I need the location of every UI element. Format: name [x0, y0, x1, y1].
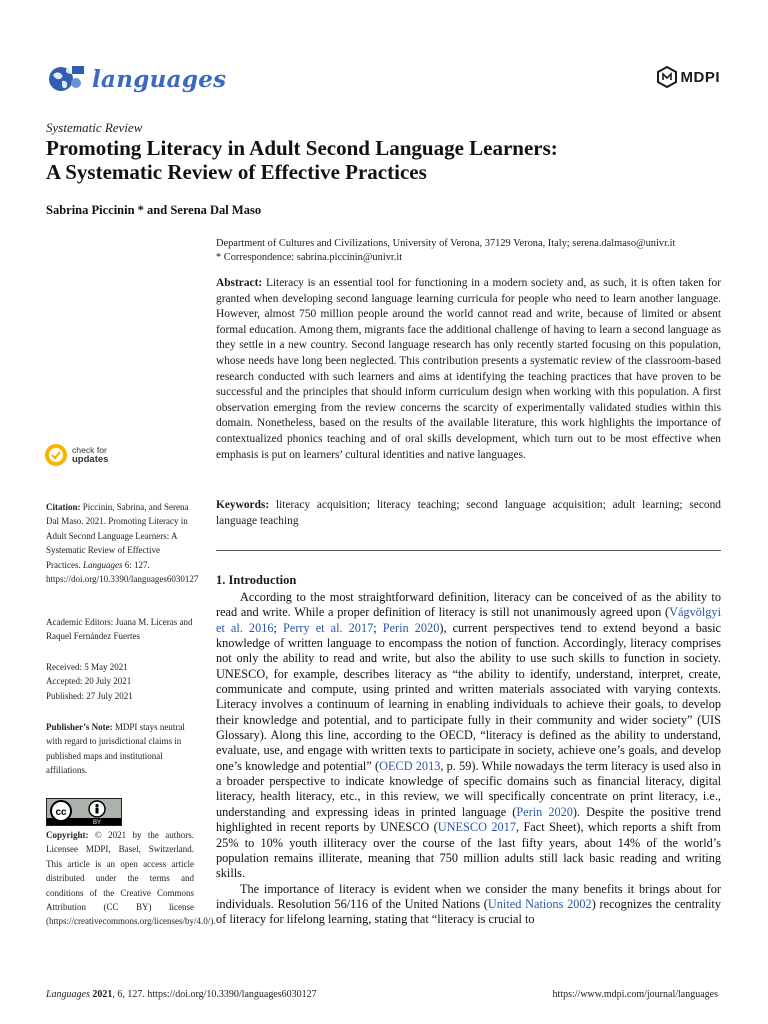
- citation-link[interactable]: United Nations 2002: [487, 896, 592, 911]
- citation-block: Citation: Piccinin, Sabrina, and Serena Dal Maso. 2021. Promoting Literacy in Adult Second Language Learners: A Systematic Review of Effective Practices. Languages 6: 127. https://doi.org/10.3390/languages6030127: [46, 502, 199, 585]
- publisher-note: Publisher’s Note: MDPI stays neutral with regard to jurisdictional claims in published maps and institutional affiliations.: [46, 722, 185, 776]
- keywords: [216, 498, 721, 529]
- citation-link[interactable]: Perin 2020: [516, 804, 573, 819]
- check-for-updates-icon: [44, 443, 68, 467]
- accepted-date: Accepted: 20 July 2021: [46, 676, 132, 687]
- cc-by-text: BY: [92, 820, 102, 825]
- updates-label: updates: [72, 454, 109, 465]
- keywords-label: Keywords:: [216, 499, 270, 511]
- academic-editors: Academic Editors: Juana M. Liceras and Raquel Fernández Fuertes: [46, 617, 193, 642]
- section-divider: [216, 550, 721, 551]
- footer-citation: Languages 2021, 6, 127. https://doi.org/10.3390/languages6030127: [46, 989, 317, 1000]
- article-type: Systematic Review: [46, 120, 143, 135]
- footer-journal-url[interactable]: https://www.mdpi.com/journal/languages: [552, 989, 718, 1000]
- introduction-body: [216, 590, 721, 928]
- mdpi-logo-icon: [656, 66, 678, 88]
- journal-name[interactable]: languages: [92, 65, 227, 93]
- published-date: Published: 27 July 2021: [46, 690, 133, 701]
- publisher-note-label: Publisher’s Note:: [46, 722, 113, 732]
- copyright-label: Copyright:: [46, 830, 89, 840]
- citation-label: Citation:: [46, 502, 81, 512]
- title-line-1: Promoting Literacy in Adult Second Language Learners:: [46, 136, 558, 160]
- publisher-logo[interactable]: [656, 66, 721, 88]
- check-for-updates[interactable]: [44, 443, 108, 467]
- keywords-text: literacy acquisition; literacy teaching; second language acquisition; adult learning; second language teaching: [216, 499, 721, 527]
- received-date: Received: 5 May 2021: [46, 662, 128, 672]
- citation-link[interactable]: Perin 2020: [382, 620, 440, 635]
- abstract-label: Abstract:: [216, 277, 263, 289]
- section-heading: 1. Introduction: [216, 573, 297, 587]
- citation-link[interactable]: OECD 2013: [379, 758, 441, 773]
- citation-link[interactable]: UNESCO 2017: [437, 820, 516, 835]
- footer-year: 2021: [92, 989, 113, 1000]
- paragraph: The importance of literacy is evident when we consider the many benefits it brings about for individuals. Resolution 56/116 of the United Nations (United Nations 2002) recognizes the centrality of literacy for lifelong learning, stating that “literacy is crucial to: [216, 881, 721, 927]
- title-line-2: A Systematic Review of Effective Practices: [46, 160, 427, 184]
- correspondence: * Correspondence: sabrina.piccinin@univr.it: [216, 252, 403, 263]
- citation-link[interactable]: Perry et al. 2017: [283, 620, 374, 635]
- affiliation: Department of Cultures and Civilizations, University of Verona, 37129 Verona, Italy; serena.dalmaso@univr.it: [216, 238, 676, 249]
- authors: Sabrina Piccinin * and Serena Dal Maso: [46, 203, 262, 217]
- globe-icon: [46, 63, 86, 95]
- abstract: [216, 276, 721, 463]
- abstract-text: Literacy is an essential tool for functioning in a modern society and, as such, it is often taken for granted when developing second language learning curricula for people who need to learn another language. However, almost 750 million people around the world cannot read and write, because of limited or absent formal education. Among them, migrants face the additional challenge of having to learn a second language as they settle in a new country. Second language research has only recently started focusing on this population, whose needs have long been neglected. This contribution presents a systematic review of the classroom-based research conducted with such learners and aims at identifying the teaching practices that have proven to be successful and the principles that should inform curriculum design when working with this population. A first observation emerging from the review concerns the scarcity of experimentally validated studies within this domain. Nonetheless, based on the results of the available literature, this work highlights the importance of contextualized phonics teaching and of oral skills development, which turn out to be most effective when emphasis is put on learners’ cultural identities and native languages.: [216, 277, 721, 461]
- affiliation-block: [216, 237, 726, 265]
- copyright-block: Copyright: © 2021 by the authors. Licensee MDPI, Basel, Switzerland. This article is an open access article distributed under the terms and conditions of the Creative Commons Attribution (CC BY) license (https://creativecommons.org/licenses/by/4.0/).: [46, 830, 216, 927]
- citation-link[interactable]: Vágvölgyi et al. 2016: [216, 605, 721, 635]
- creative-commons-icon: [47, 799, 121, 825]
- svg-text:cc: cc: [55, 807, 67, 818]
- journal-header: [46, 60, 226, 98]
- article-title: [46, 136, 736, 184]
- check-for-label: check for: [72, 445, 107, 455]
- paragraph: According to the most straightforward definition, literacy can be conceived of as the ability to read and write. While a proper definition of literacy is still not unanimously agreed upon (Vágvölgyi et al. 2016; Perry et al. 2017; Perin 2020), current perspectives tend to extend beyond a basic knowledge of written language to encompass the notion of function. Accordingly, literacy comprises not only the ability to read and write, but also the ability to use such skills to function in society. UNESCO, for example, describes literacy as “the ability to identify, understand, interpret, create, communicate and compute, using printed and written materials associated with varying contexts. Literacy involves a continuum of learning in enabling individuals to achieve their goals, to develop their knowledge and potential, and to participate fully in their community and wider society” (UIS Glossary). Along this line, according to the OECD, “literacy is defined as the ability to understand, evaluate, use, and engage with written texts to participate in society, achieve one’s goals, and develop one’s knowledge and potential” (OECD 2013, p. 59). While nowadays the term literacy is used also in a broader perspective to indicate knowledge of specific domains such as financial literacy, digital literacy, health literacy, etc., in this review, we will specifically concentrate on print literacy, i.e., understanding and expressing ideas in printed language (Perin 2020). Despite the positive trend highlighted in recent reports by UNESCO (UNESCO 2017, Fact Sheet), which reports a shift from 25% to 10% youth illiteracy over the course of the last fifty years, about 14% of the world’s population remains illiterate, meaning that 750 million adults still lack basic reading and writing skills.: [216, 590, 721, 881]
- citation-journal: Languages: [82, 559, 123, 570]
- footer-journal: Languages: [46, 989, 90, 1000]
- cc-by-license-badge[interactable]: [46, 798, 122, 826]
- dates-block: [46, 660, 194, 703]
- publisher-name: MDPI: [680, 68, 720, 86]
